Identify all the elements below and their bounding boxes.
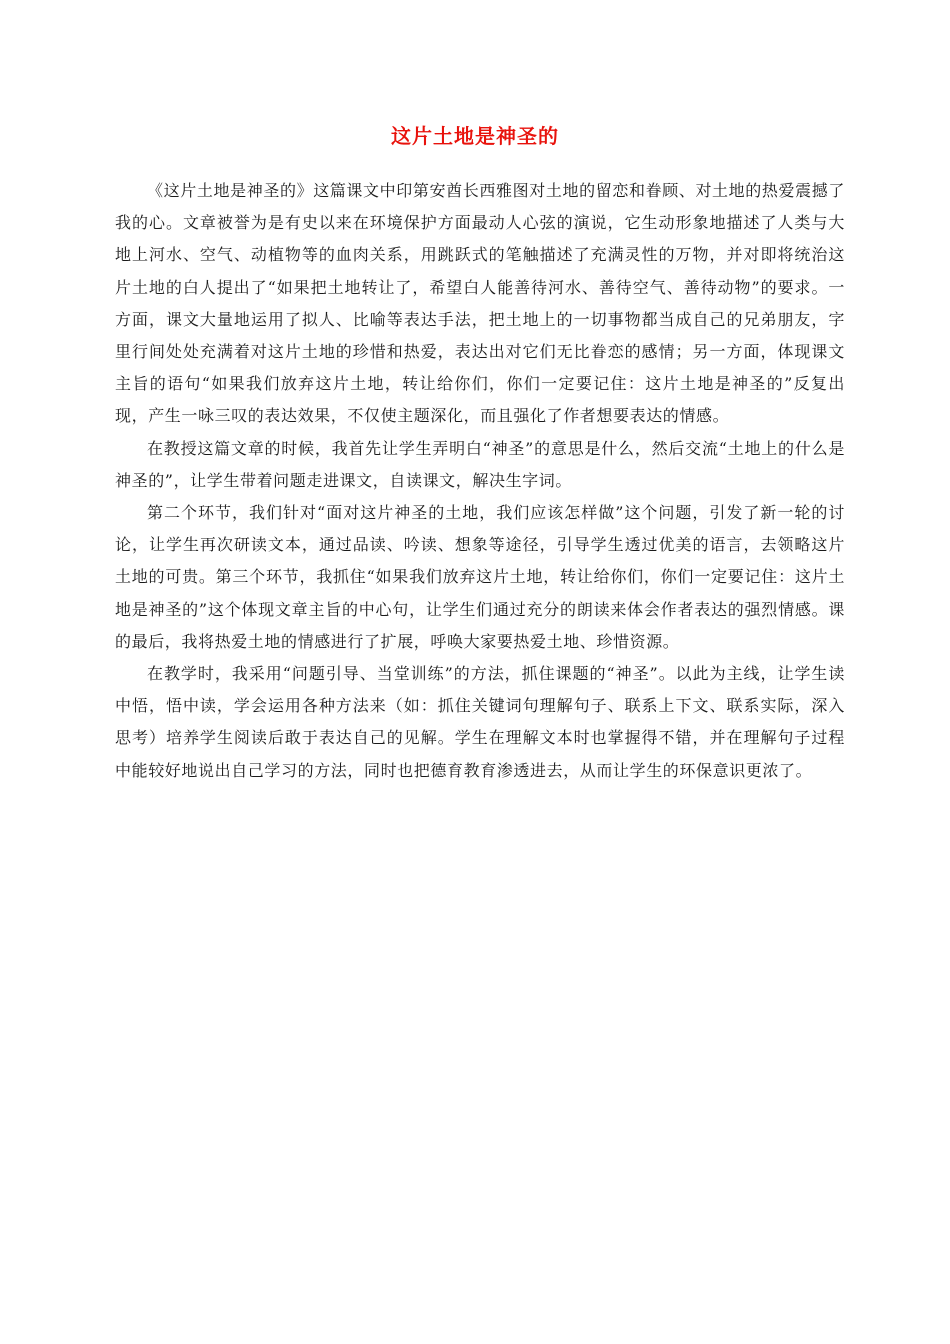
document-title: 这片土地是神圣的 bbox=[391, 124, 559, 148]
paragraph-3: 第二个环节，我们针对“面对这片神圣的土地，我们应该怎样做”这个问题，引发了新一轮的讨论，让学生再次研读文本，通过品读、吟读、想象等途径，引导学生透过优美的语言，去领略这片土地的可贵。第三个环节，我抓住“如果我们放弃这片土地，转让给你们，你们一定要记住：这片土地是神圣的”这个体现文章主旨的中心句，让学生们通过充分的朗读来体会作者表达的强烈情感。课的最后，我将热爱土地的情感进行了扩展，呼唤大家要热爱土地、珍惜资源。 bbox=[115, 503, 845, 651]
document-body bbox=[115, 175, 845, 787]
paragraph-4: 在教学时，我采用“问题引导、当堂训练”的方法，抓住课题的“神圣”。以此为主线，让学生读中悟，悟中读，学会运用各种方法来（如：抓住关键词句理解句子、联系上下文、联系实际，深入思考）培养学生阅读后敢于表达自己的见解。学生在理解文本时也掌握得不错，并在理解句子过程中能较好地说出自己学习的方法，同时也把德育教育渗透进去，从而让学生的环保意识更浓了。 bbox=[115, 664, 845, 780]
paragraph-1: 《这片土地是神圣的》这篇课文中印第安酋长西雅图对土地的留恋和眷顾、对土地的热爱震撼了我的心。文章被誉为是有史以来在环境保护方面最动人心弦的演说，它生动形象地描述了人类与大地上河水、空气、动植物等的血肉关系，用跳跃式的笔触描述了充满灵性的万物，并对即将统治这片土地的白人提出了“如果把土地转让了，希望白人能善待河水、善待空气、善待动物”的要求。一方面，课文大量地运用了拟人、比喻等表达手法，把土地上的一切事物都当成自己的兄弟朋友，字里行间处处充满着对这片土地的珍惜和热爱，表达出对它们无比眷恋的感情；另一方面，体现课文主旨的语句“如果我们放弃这片土地，转让给你们，你们一定要记住：这片土地是神圣的”反复出现，产生一咏三叹的表达效果，不仅使主题深化，而且强化了作者想要表达的情感。 bbox=[115, 181, 845, 426]
paragraph-2: 在教授这篇文章的时候，我首先让学生弄明白“神圣”的意思是什么，然后交流“土地上的什么是神圣的”，让学生带着问题走进课文，自读课文，解决生字词。 bbox=[115, 438, 845, 490]
